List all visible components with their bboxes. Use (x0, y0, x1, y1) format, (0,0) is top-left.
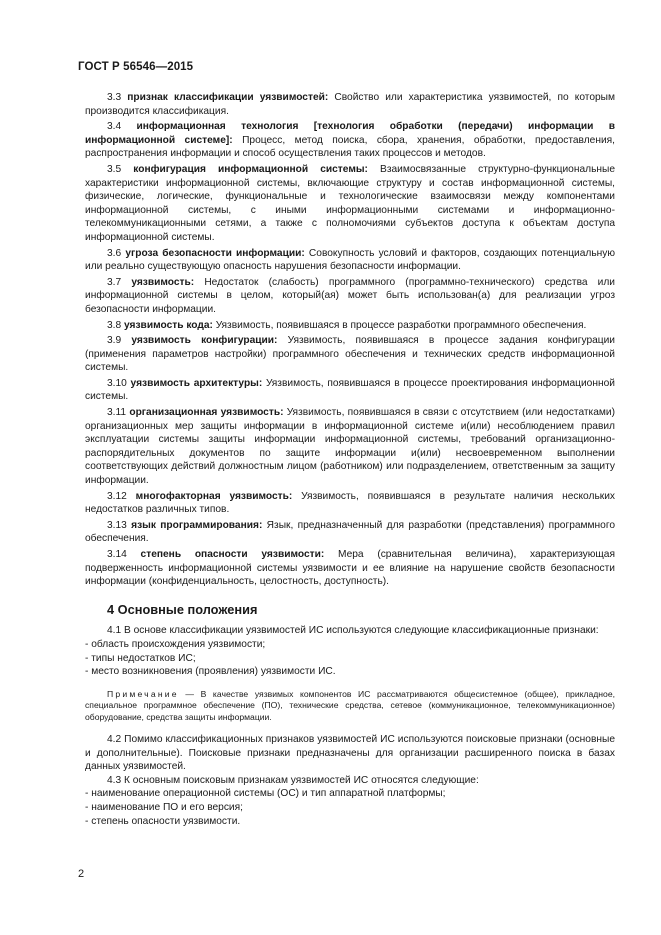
list-item: - область происхождения уязвимости; (85, 638, 266, 650)
list-item: - степень опасности уязвимости. (85, 815, 241, 827)
definition-item (85, 91, 615, 118)
definition-item (85, 548, 615, 589)
definition-text: Уязвимость, появившаяся в результате наличия нескольких недостатков различных типов. (85, 490, 615, 516)
definition-term: конфигурация информационной системы: (133, 163, 368, 175)
definition-term: организационная уязвимость: (129, 407, 284, 419)
definition-number: 3.13 (107, 519, 127, 531)
paragraph-4-2: 4.2 Помимо классификационных признаков уязвимостей ИС используются поисковые признаки (основные и дополнительные). Поисковые признаки предназначены для организации расширенного поиска в базах данных уязвимостей. (85, 733, 615, 773)
definition-text: Недостаток (слабость) программного (программно-технического) средства или информационной системы в целом, который(ая) может быть использован(а) для реализации угроз безопасности информации. (85, 276, 615, 315)
definition-term: угроза безопасности информации: (125, 247, 305, 259)
definition-term: степень опасности уязвимости: (140, 549, 325, 560)
definition-term: уязвимость кода: (124, 319, 213, 331)
definition-item (85, 519, 615, 546)
definition-item (85, 319, 615, 333)
definition-item (85, 490, 615, 517)
list-item: - место возникновения (проявления) уязвимости ИС. (85, 666, 336, 678)
definitions-list (85, 91, 615, 589)
definition-number: 3.9 (107, 335, 122, 347)
definition-text: Язык, предназначенный для разработки (представления) программного обеспечения. (85, 519, 615, 545)
definition-term: уязвимость архитектуры: (130, 377, 263, 389)
definition-term: многофакторная уязвимость: (135, 490, 293, 502)
definition-text: Уязвимость, появившаяся в связи с отсутствием (или недостатками) организационных мер защиты информации в информационной системе и(или) несоблюдением правил эксплуатации системы защиты информации информационной системы, требований организационно-распорядительных документов по защите информации и(или) несвоевременном выполнении соответствующих действий должностным лицом (работником) или подразделением, ответственным за защиту информации. (85, 407, 615, 487)
definition-text: Уязвимость, появившаяся в процессе проектирования информационной системы. (85, 377, 615, 403)
note (85, 689, 615, 723)
definition-text: Процесс, метод поиска, сбора, хранения, обработки, предоставления, распространения информации и способ осуществления таких процессов и методов. (85, 134, 615, 160)
definition-item (85, 334, 615, 375)
definition-number: 3.7 (107, 276, 122, 288)
definition-text: Совокупность условий и факторов, создающих потенциальную или реально существующую опасность нарушения безопасности информации. (85, 247, 615, 273)
definition-item (85, 163, 615, 245)
note-text: — В качестве уязвимых компонентов ИС рассматриваются общесистемное (общее), прикладное, специальное программное обеспечение (ПО), технические средства, сетевое (коммуникационное, телекоммуникационное) оборудование, средства защиты информации. (85, 688, 615, 722)
definition-item (85, 120, 615, 161)
definition-number: 3.12 (107, 490, 127, 502)
list-4-3 (85, 787, 615, 828)
list-item: - типы недостатков ИС; (85, 652, 196, 664)
definition-text: Свойство или характеристика уязвимостей, по которым производится классификация. (85, 92, 615, 117)
definition-term: уязвимость: (131, 276, 195, 288)
definition-term: уязвимость конфигурации: (131, 335, 278, 347)
definition-item (85, 406, 615, 488)
page-body (85, 91, 615, 828)
list-4-1 (85, 638, 615, 679)
list-item: - наименование операционной системы (ОС) и тип аппаратной платформы; (85, 788, 446, 800)
definition-number: 3.8 (107, 319, 122, 331)
note-label: Примечание (107, 688, 179, 699)
definition-item (85, 377, 615, 404)
definition-number: 3.3 (107, 92, 122, 103)
definition-number: 3.10 (107, 377, 127, 389)
document-header: ГОСТ Р 56546—2015 (78, 61, 194, 73)
definition-number: 3.5 (107, 163, 122, 175)
definition-text: Мера (сравнительная величина), характеризующая подверженность информационной системы уязвимости и ее влияние на нарушение свойств безопасности информации (конфиденциальность, целостность, доступность). (85, 549, 615, 588)
definition-text: Взаимосвязанные структурно-функциональные характеристики информационной системы, включающие структуру и состав информационной системы, физические, логические, функциональные и технологические взаимосвязи между компонентами информационной системы, с иными информационными системами и информационно-телекоммуникационными сетями, а также с полномочиями субъектов доступа к объектам доступа информационной системы. (85, 163, 615, 243)
definition-term: признак классификации уязвимостей: (127, 92, 329, 103)
definition-term: язык программирования: (131, 519, 263, 531)
paragraph-4-1: 4.1 В основе классификации уязвимостей ИС используются следующие классификационные признаки: (107, 625, 599, 637)
definition-item (85, 276, 615, 317)
definition-number: 3.4 (107, 121, 122, 133)
section-heading: 4 Основные положения (107, 601, 258, 617)
definition-item (85, 247, 615, 274)
definition-text: Уязвимость, появившаяся в процессе задания конфигурации (применения параметров настройки) программного обеспечения и технических средств информационной системы. (85, 335, 615, 374)
definition-number: 3.14 (107, 549, 127, 560)
paragraph-4-3: 4.3 К основным поисковым признакам уязвимостей ИС относятся следующие: (107, 774, 479, 786)
definition-number: 3.11 (107, 407, 127, 419)
list-item: - наименование ПО и его версия; (85, 801, 243, 813)
definition-term: информационная технология [технология обработки (передачи) информации в информационной системе]: (85, 121, 615, 146)
definition-text: Уязвимость, появившаяся в процессе разработки программного обеспечения. (215, 319, 587, 331)
page-number: 2 (78, 868, 85, 880)
definition-number: 3.6 (107, 247, 122, 259)
